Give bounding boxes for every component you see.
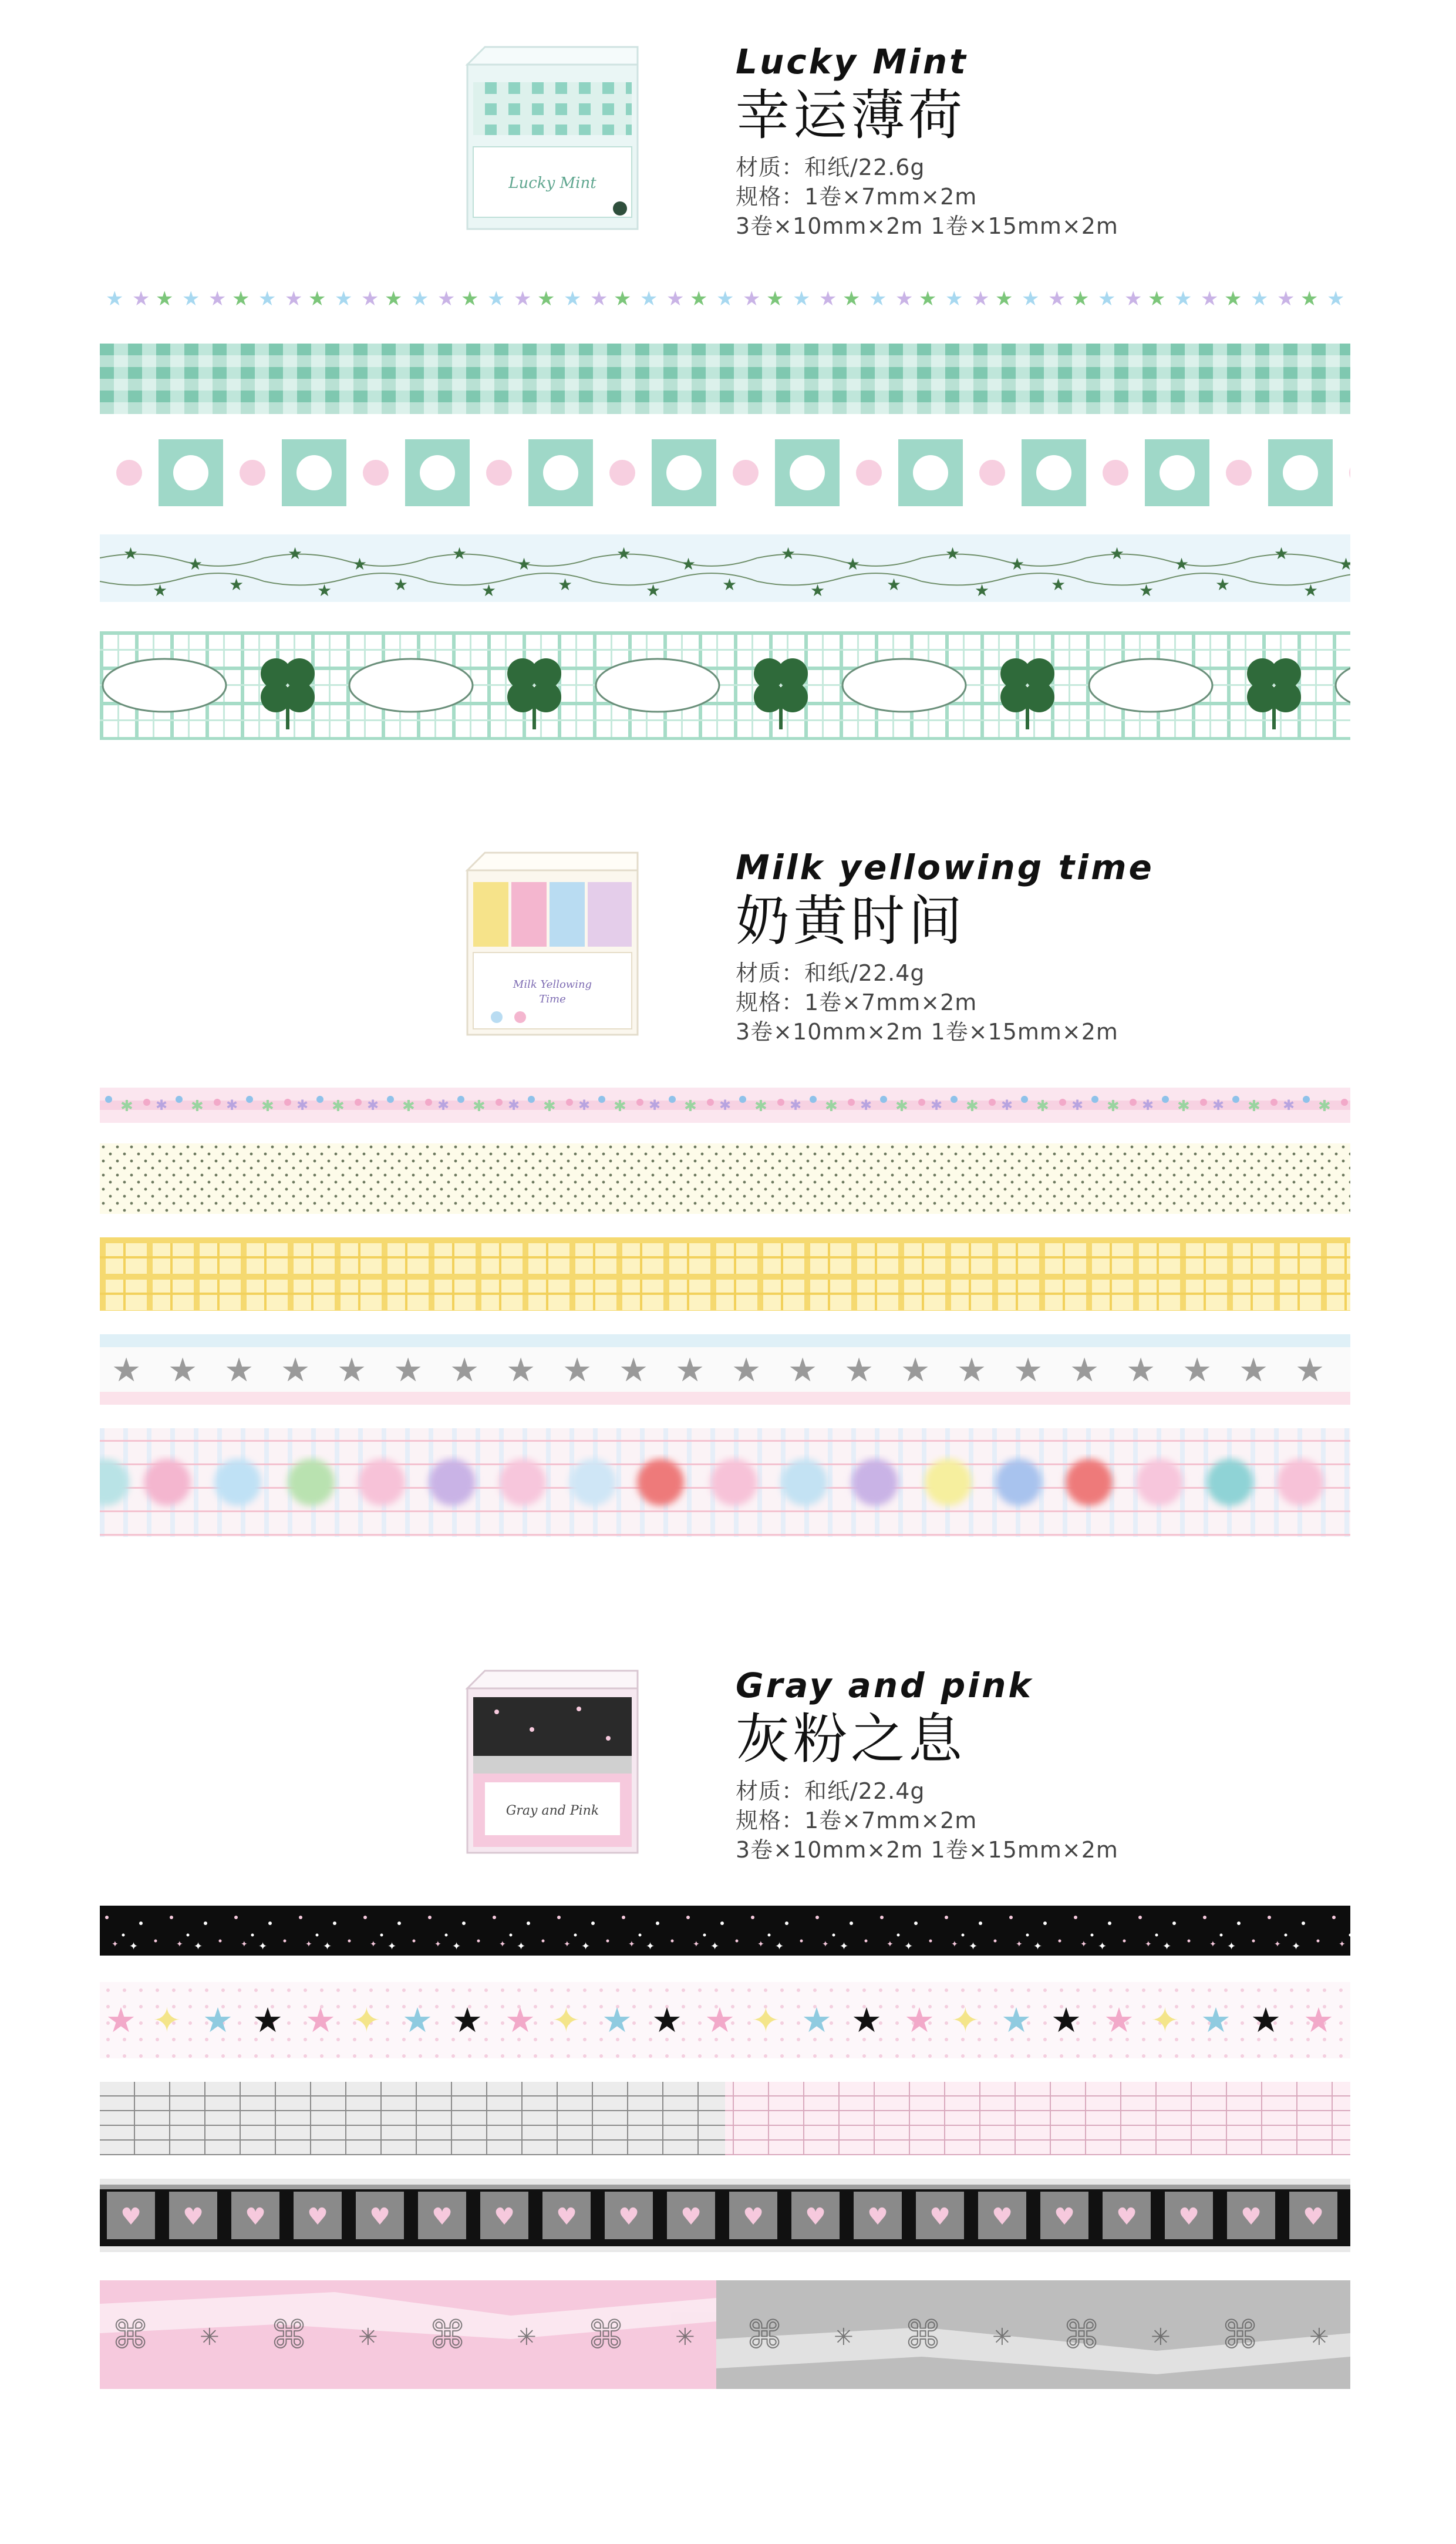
spec-material: 材质：和纸/22.6g [736, 154, 925, 180]
tape-swatches [100, 1029, 1350, 1557]
tape-yellow-plaid [100, 1237, 1350, 1311]
spec-size-b: 3卷×10mm×2m 1卷×15mm×2m [736, 1019, 1118, 1045]
spec-material: 材质：和纸/22.4g [736, 960, 925, 986]
spec-size-a: 规格：1卷×7mm×2m [736, 990, 978, 1015]
set-name-cn: 奶黄时间 [736, 890, 966, 953]
set-name-en: Milk yellowing time [736, 847, 1154, 887]
tape-set-lucky-mint [0, 0, 1456, 816]
tape-set-milk-yellowing-time [0, 806, 1456, 1622]
tape-cream-dots [100, 1143, 1350, 1214]
svg-text:Time: Time [539, 993, 566, 1005]
tape-ruled-lines [100, 2082, 1350, 2155]
tape-set-gray-and-pink [0, 1624, 1456, 2440]
set-info [736, 1664, 1381, 1865]
tape-gray-stars [100, 1334, 1350, 1405]
svg-text:Lucky Mint: Lucky Mint [508, 174, 596, 192]
svg-text:Milk Yellowing: Milk Yellowing [513, 978, 592, 991]
spec-size-b: 3卷×10mm×2m 1卷×15mm×2m [736, 1837, 1118, 1863]
set-name-cn: 幸运薄荷 [736, 84, 966, 147]
set-info [736, 40, 1381, 241]
tape-swatches [100, 1847, 1350, 2375]
tape-mint-gingham [100, 344, 1350, 414]
spec-size-b: 3卷×10mm×2m 1卷×15mm×2m [736, 213, 1118, 239]
spec-material: 材质：和纸/22.4g [736, 1778, 925, 1804]
tape-mint-clover [100, 631, 1350, 740]
tape-swatches [100, 223, 1350, 752]
tape-mint-squares [100, 435, 1350, 511]
set-name-en: Lucky Mint [736, 42, 968, 82]
spec-size-a: 规格：1卷×7mm×2m [736, 1808, 978, 1833]
spec-size-a: 规格：1卷×7mm×2m [736, 184, 978, 210]
set-info [736, 846, 1381, 1046]
tape-mint-vines [100, 534, 1350, 602]
set-name-cn: 灰粉之息 [736, 1708, 966, 1771]
svg-text:Gray and Pink: Gray and Pink [505, 1803, 599, 1818]
tape-sparkle-stars [100, 1982, 1350, 2058]
product-box-image [461, 847, 643, 1041]
tape-heart-tiles [100, 2179, 1350, 2252]
tape-bows-marble [100, 2280, 1350, 2389]
tape-blurred-dots [100, 1428, 1350, 1537]
product-box-image [461, 41, 643, 235]
tape-black-starfield [100, 1906, 1350, 1956]
tape-confetti-pink [100, 1088, 1350, 1123]
product-box-image [461, 1665, 643, 1859]
set-name-en: Gray and pink [736, 1665, 1033, 1705]
tape-stars-pastel [100, 288, 1350, 311]
